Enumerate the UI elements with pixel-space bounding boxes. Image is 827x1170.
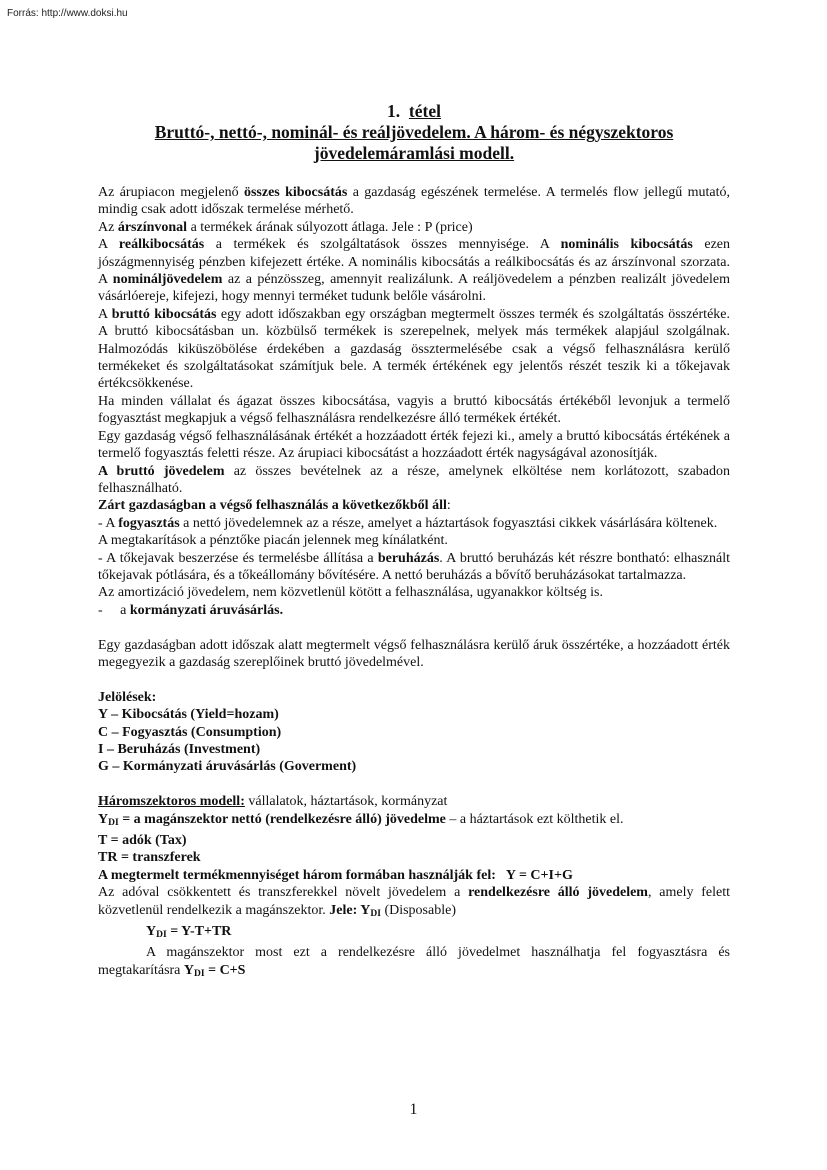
ydi-definition: $Y_{DI} = a$ magánszektor nettó (rendelkezésre álló) jövedelme – a háztartások ezt költhetik el. <box>98 811 624 828</box>
title-line-2: Bruttó-, nettó-, nominál- és reáljövedelem. A három- és négyszektoros <box>154 122 674 142</box>
title-tetel: tétel <box>408 101 441 121</box>
page-title <box>98 101 730 164</box>
paragraph-final-use: Ha minden vállalat és ágazat összes kibocsátása, vagyis a bruttó kibocsátás értékéből levonjuk a termelő fogyasztást megkapjuk a végső felhasználásra rendelkezésre álló termékek értékét. <box>98 393 730 427</box>
paragraph-government: - a kormányzati áruvásárlás. <box>98 602 284 618</box>
tax-definition: T = adók (Tax) <box>98 832 187 848</box>
notations-heading: Jelölések: <box>98 689 157 705</box>
paragraph-consumption: - A fogyasztás a nettó jövedelemnek az a része, amelyet a háztartások fogyasztási cikkek vásárlására költenek. <box>98 515 718 531</box>
formula-ydi: $Y_{DI} = Y-T+TR$ <box>146 924 232 941</box>
notation-item: C – Fogyasztás (Consumption) <box>98 724 282 740</box>
title-line-3: jövedelemáramlási modell. <box>313 143 515 163</box>
paragraph-value-added: Egy gazdaság végső felhasználásának értékét a hozzáadott érték fejezi ki., amely a bruttó kibocsátás értékének a termelő fogyasztás feletti része. Az árupiaci kibocsátást a hozzáadott érték nagyságával azonosítják. <box>98 428 730 462</box>
paragraph-investment: - A tőkejavak beszerzése és termelésbe állítása a beruházás. A bruttó beruházás két részre bontható: elhasznált tőkejavak pótlására, és a tőkeállomány bővítésére. A nettó beruházás a bővítő beruházásokat tartalmazza. <box>98 550 730 583</box>
paragraph-closed-economy: Zárt gazdaságban a végső felhasználás a következőkből áll: <box>98 498 451 514</box>
disposable-income-paragraph: Az adóval csökkentett és transzferekkel növelt jövedelem a rendelkezésre álló jövedelem, amely felett közvetlenül rendelkezik a magánszektor. Jele: $Y_{DI}$ (Disposable) <box>98 885 731 919</box>
paragraph-output: Az árupiacon megjelenő összes kibocsátás a gazdaság egészének termelése. A termelés flow jellegű mutató, mindig csak adott időszak termelése mérhető. <box>98 185 730 218</box>
paragraph-summary: Egy gazdaságban adott időszak alatt megtermelt végső felhasználásra kerülő áruk összértéke, a hozzáadott érték megegyezik a gazdaság szereplőinek bruttó jövedelmével. <box>98 637 730 670</box>
paragraph-gross-income: A bruttó jövedelem az összes bevételnek az a része, amelynek elköltése nem korlátozott, szabadon felhasználható. <box>98 463 730 496</box>
paragraph-gross-output: A bruttó kibocsátás egy adott időszakban egy országban megtermelt összes termék és szolgáltatás összértéke. A bruttó kibocsátásban un. közbülső termékek is szerepelnek, melyek más termékek alapjául szolgálnak. Halmozódás kiküszöbölése érdekében a gazdaság össztermelésébe csak a végső felhasználásra kerülő termékeket és szolgáltatásokat számítjuk bele. A termék értékének egy jelentős részét teszik ki a tőkejavak értékcsökkenése. <box>98 306 730 392</box>
notation-item: Y – Kibocsátás (Yield=hozam) <box>98 707 279 723</box>
source-label: Forrás: http://www.doksi.hu <box>7 8 128 19</box>
final-paragraph: A magánszektor most ezt a rendelkezésre álló jövedelmet használhatja fel fogyasztásra és megtakarításra $Y_{DI} = C+S$ <box>98 945 730 979</box>
document-body <box>98 184 730 983</box>
transfer-definition: TR = transzferek <box>98 850 201 866</box>
use-equation: A megtermelt termékmennyiséget három formában használják fel: Y = C+I+G <box>98 867 573 883</box>
three-sector-heading: Háromszektoros modell: vállalatok, háztartások, kormányzat <box>98 794 448 810</box>
title-line-1: 1. tétel <box>387 101 441 121</box>
paragraph-real-output: A reálkibocsátás a termékek és szolgáltatások összes mennyisége. A nominális kibocsátás ezen jószágmennyiség pénzben kifejezett értéke. A nominális kibocsátás a reálkibocsátás és az árszínvonal szorzata. A nominálјövedelem az a pénzösszeg, amennyit realizálunk. A reáljövedelem a pénzben realizált jövedelem vásárlóereje, kifejezi, hogy mennyi terméket tudunk belőle vásárolni. <box>98 237 730 305</box>
notation-item: G – Kormányzati áruvásárlás (Goverment) <box>98 759 357 775</box>
notation-item: I – Beruházás (Investment) <box>98 741 261 757</box>
paragraph-savings: A megtakarítások a pénztőke piacán jelennek meg kínálatként. <box>98 533 448 549</box>
paragraph-amortization: Az amortizáció jövedelem, nem közvetlenül kötött a felhasználása, ugyanakkor költség is. <box>98 585 603 601</box>
paragraph-price-level: Az árszínvonal a termékek árának súlyozott átlaga. Jele : P (price) <box>98 219 473 235</box>
page-number: 1 <box>409 1101 418 1118</box>
